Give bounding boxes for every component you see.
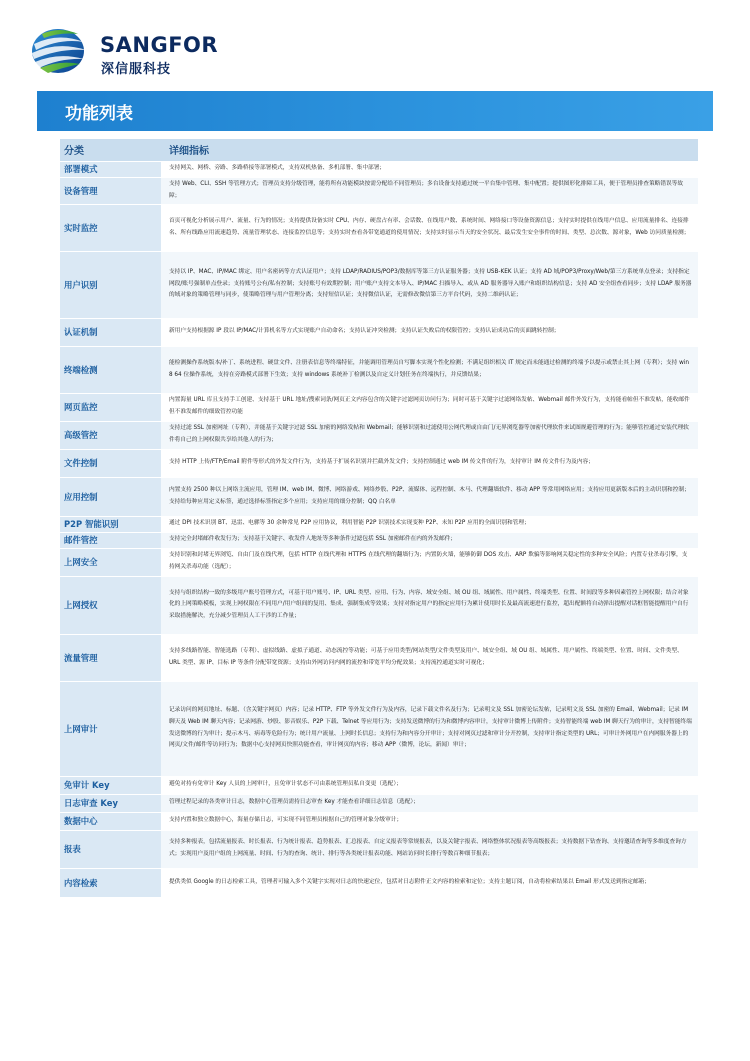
row-detail: 内置支持 2500 种以上网络主流应用，管理 IM、web IM、微博、网络游戏、网络炒股、P2P、流媒体、远程控制、木马、代理翻墙软件、移动 APP 等常用网络应用；支持应用更新版本后的主动识别和控制；支持给每种应用定义标签，通过选择标签指定多个应用；支持应用的细分控制；QQ 白名单: [161, 477, 698, 516]
row-detail: 支持 HTTP 上传/FTP/Email 附件等形式的外发文件行为，支持基于扩展名识别并拦截外发文件；支持控制通过 web IM 传文件的行为，支持审计 IM 传文件行为及内容；: [161, 449, 698, 477]
row-category: 终端检测: [60, 346, 161, 393]
row-detail: 支持内置和独立数据中心，海量存储日志，可实现不同管理员根据自己的管理对象分级审计；: [161, 812, 698, 830]
row-category: 数据中心: [60, 812, 161, 830]
table-row: [60, 812, 698, 830]
table-row: [60, 421, 698, 449]
table-row: [60, 177, 698, 204]
row-detail: 支持完全封堵邮件收发行为；支持基于关键字、收发件人地址等多种条件过滤包括 SSL 加密邮件在内的外发邮件；: [161, 532, 698, 548]
row-category: 报表: [60, 830, 161, 868]
section-title: 功能列表: [65, 104, 133, 124]
table-row: [60, 532, 698, 548]
row-category: 用户识别: [60, 251, 161, 318]
table-row: [60, 318, 698, 346]
header-detail: 详细指标: [161, 139, 698, 161]
section-banner: [37, 91, 713, 131]
row-category: P2P 智能识别: [60, 516, 161, 532]
row-detail: 支持多线路智能、智能选路（专利）、虚拟线路、虚拟子通道、动态流控等功能；可基于应用类型/网站类型/文件类型及用户、域安全组、域 OU 组、域属性、用户属性、终端类型、位置、时间、文件类型、URL 类型、源 IP、目标 IP 等条件分配带宽资源；支持由外网访问内网的流控和带宽平均分配效果；支持流控通道实时可视化；: [161, 634, 698, 681]
row-detail: 避免对持有免审计 Key 人员的上网审计，且免审计状态不可由系统管理员私自变更（选配）；: [161, 776, 698, 794]
brand-name-zh: 深信服科技: [101, 62, 172, 77]
table-row: [60, 251, 698, 318]
row-category: 部署模式: [60, 161, 161, 177]
row-category: 日志审查 Key: [60, 794, 161, 812]
row-detail: 通过 DPI 技术识别 BT、迅雷、电骡等 30 余种常见 P2P 应用协议，利用智能 P2P 识别技术实现变种 P2P、未知 P2P 应用的全面识别和管理；: [161, 516, 698, 532]
row-category: 设备管理: [60, 177, 161, 204]
table-row: [60, 576, 698, 634]
table-row: [60, 393, 698, 421]
table-row: [60, 794, 698, 812]
header-category: 分类: [60, 139, 161, 161]
table-header-row: [60, 139, 698, 161]
row-category: 邮件管控: [60, 532, 161, 548]
brand-name-en: SANGFOR: [100, 33, 219, 57]
row-category: 高级管控: [60, 421, 161, 449]
row-category: 认证机制: [60, 318, 161, 346]
row-detail: 能检测操作系统版本/补丁、系统进程、硬盘文件、注册表信息等终端特征，并能调用管理员自写脚本实现个性化检测；不满足组织相关 IT 规定而未能通过检测的终端予以提示或禁止其上网（专利）；支持 win 8 64 位操作系统，支持在旁路模式部署下生效；支持 windows 系统补丁检测以及自定义计划任务在终端执行，并反馈结果；: [161, 346, 698, 393]
table-row: [60, 161, 698, 177]
row-detail: 支持识别和封堵无界浏览、自由门及在线代理，包括 HTTP 在线代理和 HTTPS 在线代理的翻墙行为；内置防火墙，能够防御 DOS 攻击、ARP 欺骗等影响网关稳定性的多种安全风险；内置专业杀毒引擎，支持网关杀毒功能（选配）；: [161, 548, 698, 576]
row-detail: 记录访问的网页地址、标题、（含关键字网页）内容；记录 HTTP、FTP 等外发文件行为及内容，记录下载文件名及行为；记录明文及 SSL 加密论坛发帖，记录明文及 SSL 加密的 Email、Webmail；记录 IM 聊天及 Web IM 聊天内容；记录网游、炒股、影音娱乐、P2P 下载、Telnet 等应用行为；支持发送微博的行为和微博内容审计，支持审计微博上传附件；支持智能终端 web IM 聊天行为的审计，支持智能终端发送微博的行为审计；提示木马、病毒等危险行为；统计用户流量、上网时长信息；支持行为和内容分开审计；支持对网页过滤和审计分开控制，支持审计指定类型的 URL；可审计外网用户在内网服务器上的网页/文件/邮件等访问行为；数据中心支持网页快照功能查看，审计网页的内容；移动 APP（微博，论坛，新闻）审计；: [161, 681, 698, 776]
row-category: 网页监控: [60, 393, 161, 421]
row-detail: 新用户支持根据源 IP 段以 IP/MAC/计算机名等方式实现账户自动命名；支持认证冲突检测；支持认证失败后的权限管控；支持认证成功后的页面跳转控制；: [161, 318, 698, 346]
table-row: [60, 830, 698, 868]
table-body: [60, 161, 698, 897]
row-detail: 管理过程记录的各类审计日志，数据中心管理员需持日志审查 Key 才能查看详细日志信息（选配）；: [161, 794, 698, 812]
row-detail: 提供类似 Google 的日志检索工具，管理者可输入多个关键字实现对日志的快速定位，包括对日志附件正文内容的检索和定位；支持主题订阅，自动将检索结果以 Email 形式发送到指定邮箱；: [161, 868, 698, 897]
row-category: 实时监控: [60, 204, 161, 251]
table-row: [60, 868, 698, 897]
row-category: 上网审计: [60, 681, 161, 776]
table-row: [60, 204, 698, 251]
table-row: [60, 449, 698, 477]
sangfor-globe-icon: [30, 26, 90, 76]
row-detail: 首页可视化分析展示用户、流量、行为的情况；支持提供设备实时 CPU、内存、硬盘占有率、会话数、在线用户数、系统时间、网络接口等设备资源信息；支持实时提供在线用户信息、应用流量排名、连接排名、所有线路应用流速趋势、流量管理状态、连接监控信息等；支持实时查看各带宽通道的使用情况；支持实时显示当天的安全状况、最后发生安全事件的时间、类型、总次数、源对象，Web 访问质量检测；: [161, 204, 698, 251]
row-detail: 支持与组织结构一致的多级用户账号管理方式，可基于用户账号、IP、URL 类型、应用、行为、内容、域安全组、域 OU 组、域属性、用户属性、终端类型、位置、时间段等多种因素管控上网权限；结合对象化的上网策略模板，实现上网权限在不同用户/用户组间的复用、集成、强制集成等效果；支持对指定用户的指定应用行为累计使用时长及最高流速进行监控，超出配额将自动弹出提醒对话框智能提醒用户自行采取措施解决，充分减少管理员人工干涉的工作量；: [161, 576, 698, 634]
row-category: 免审计 Key: [60, 776, 161, 794]
feature-table: [60, 139, 698, 898]
row-category: 应用控制: [60, 477, 161, 516]
row-category: 内容检索: [60, 868, 161, 897]
row-category: 上网安全: [60, 548, 161, 576]
table-row: [60, 634, 698, 681]
table-row: [60, 477, 698, 516]
table-row: [60, 346, 698, 393]
table-row: [60, 516, 698, 532]
row-detail: 支持以 IP、MAC、IP/MAC 绑定、用户名密码等方式认证用户；支持 LDAP/RADIUS/POP3/数据库等第三方认证服务器；支持 USB-KEK 认证；支持 AD 域/POP3/Proxy/Web/第三方系统单点登录；支持指定网段/账号强制单点登录；支持账号公有/私有控制；支持账号有效期控制；用户账户支持文本导入、IP/MAC 扫描导入、或从 AD 服务器导入账户和组织结构信息；支持 AD 安全组查看同步；支持 LDAP 服务器的域对象的策略管理与同步，使策略管理与用户管理分离；支持短信认证；支持微信认证，无需修改微信第三方平台代码，支持二维码认证；: [161, 251, 698, 318]
row-category: 流量管理: [60, 634, 161, 681]
row-detail: 支持 Web、CLI、SSH 等管理方式；管理员支持分级管理，能将所有功能模块按需分配给不同管理员；多台设备支持通过统一平台集中管理、集中配置；提供图形化排障工具，便于管理员排查策略错误等故障；: [161, 177, 698, 204]
row-detail: 支持过滤 SSL 加密网址（专利），并能基于关键字过滤 SSL 加密的网络发帖和 Webmail；能够识别和过滤使用公网代理或自由门/无界浏览器等加密代理软件来试图规避管理的行为；能够管控通过安装代理软件将自己的上网权限共享给其他人的行为；: [161, 421, 698, 449]
row-detail: 支持网关、网桥、旁路、多路桥接等部署模式，支持双机热备、多机部署、集中部署；: [161, 161, 698, 177]
table-row: [60, 776, 698, 794]
row-detail: 内置海量 URL 库且支持手工创建、支持基于 URL 地址/搜索词条/网页正文内容包含的关键字过滤网页访问行为；同时可基于关键字过滤网络发帖、Webmail 邮件外发行为，支持能看帖但不准发帖，能收邮件但不准发邮件的细致管控功能: [161, 393, 698, 421]
row-category: 上网授权: [60, 576, 161, 634]
sangfor-logo: [30, 26, 230, 76]
table-row: [60, 681, 698, 776]
table-row: [60, 548, 698, 576]
row-category: 文件控制: [60, 449, 161, 477]
row-detail: 支持多种报表，包括流量报表、时长报表、行为统计报表、趋势报表、汇总报表、自定义报表等常规报表，以及关键字报表、网络整体状况报表等高级报表；支持数据下钻查询、支持邀请查询等多维度查询方式；实现用户及用户组的上网流量、时间、行为的查询、统计、排行等各类统计报表功能、网站访问时长排行等数百种细节报表；: [161, 830, 698, 868]
